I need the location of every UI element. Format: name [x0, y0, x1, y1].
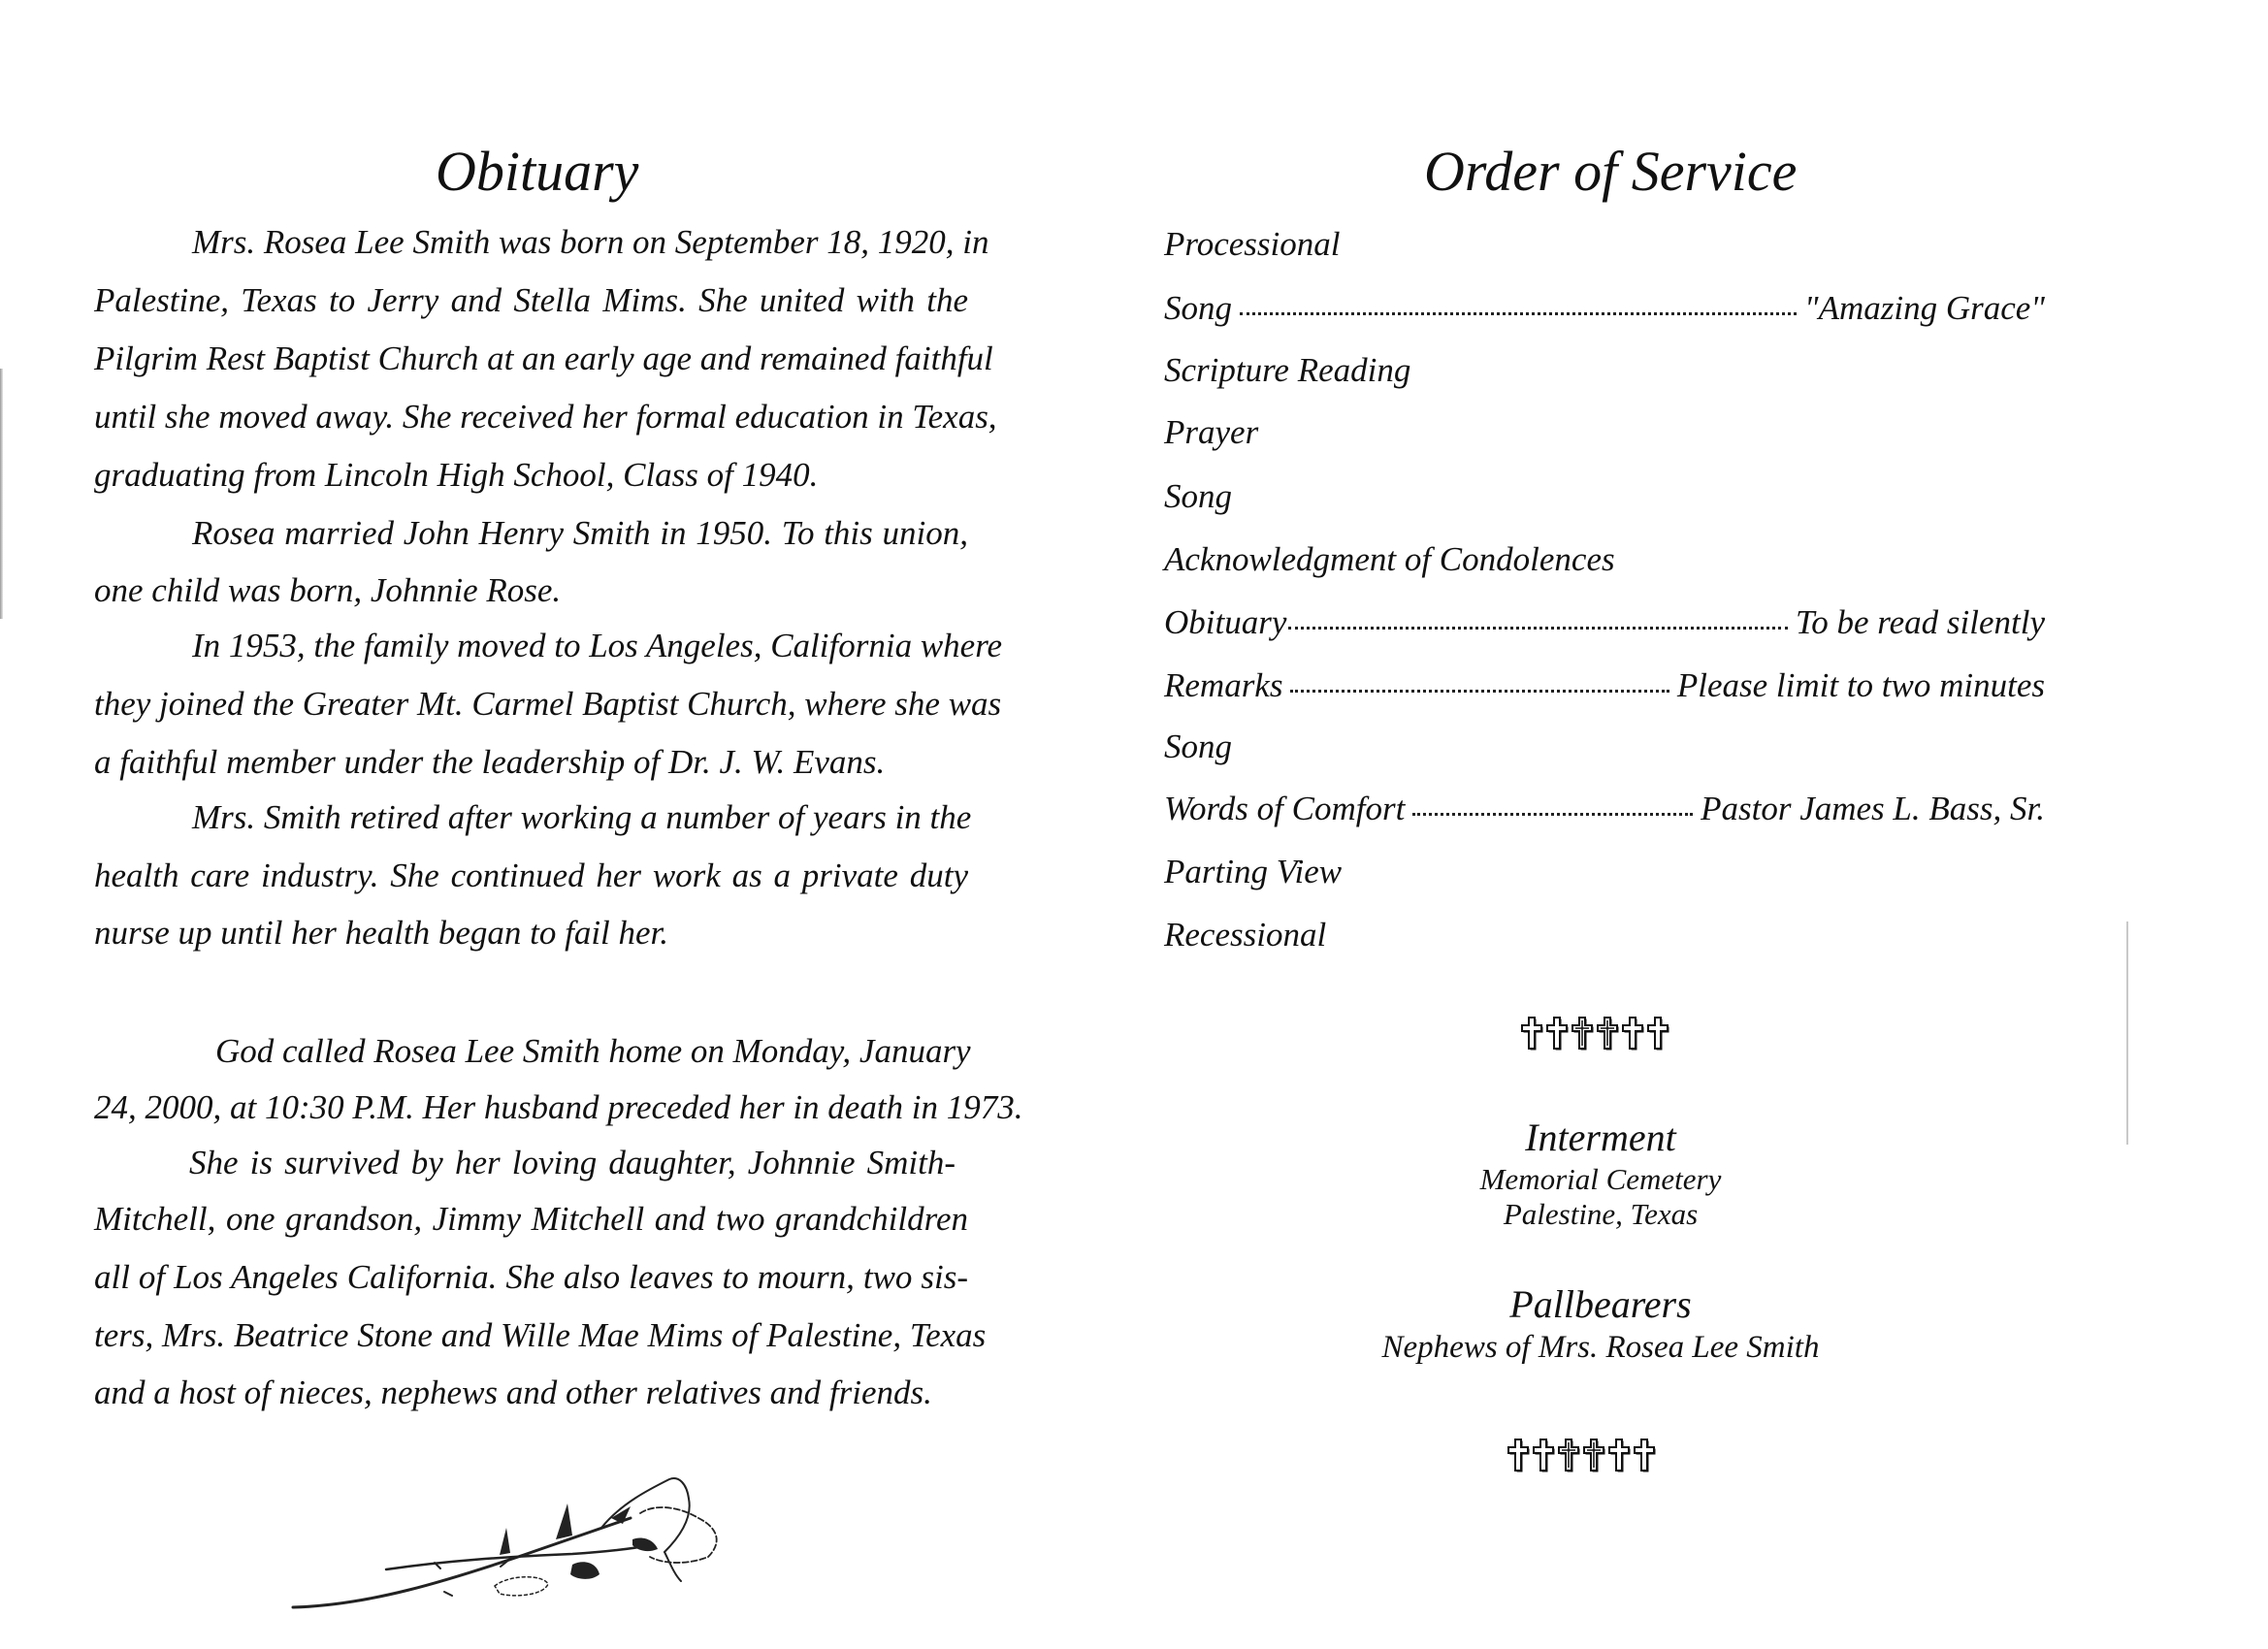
obituary-line: and a host of nieces, nephews and other relatives and friends. [94, 1374, 932, 1411]
service-item-value: Please limit to two minutes [1676, 666, 2045, 704]
scan-fold-line [2126, 922, 2128, 1145]
cross-icon [1557, 1438, 1580, 1472]
obituary-line: Mrs. Smith retired after working a number of years in the [192, 798, 972, 836]
service-item-label: Words of Comfort [1164, 790, 1406, 827]
service-item [1164, 855, 2045, 893]
service-item [1164, 353, 2045, 392]
dotted-leader [1288, 627, 1788, 630]
service-item-label: Obituary [1164, 603, 1287, 641]
obituary-line: a faithful member under the leadership of Dr. J. W. Evans. [94, 743, 886, 781]
service-item [1164, 291, 2045, 330]
service-item-value: "Amazing Grace" [1803, 289, 2045, 327]
service-item [1164, 479, 2045, 518]
cross-icon [1596, 1016, 1619, 1051]
cross-icon [1571, 1016, 1594, 1051]
scan-edge-left [0, 369, 3, 619]
pallbearers-heading: Pallbearers [1509, 1282, 1692, 1326]
obituary-line: Mrs. Rosea Lee Smith was born on September 18, 1920, in [192, 223, 989, 261]
service-item-label: Acknowledgment of Condolences [1164, 540, 1615, 578]
obituary-line: nurse up until her health began to fail her. [94, 914, 669, 952]
dotted-leader [1412, 813, 1693, 816]
obituary-line: Rosea married John Henry Smith in 1950. To this union, [192, 514, 968, 552]
obituary-line: one child was born, Johnnie Rose. [94, 571, 562, 609]
service-item [1164, 605, 2045, 644]
obituary-line: until she moved away. She received her formal education in Texas, [94, 398, 997, 436]
cross-icon [1532, 1438, 1555, 1472]
service-item [1164, 542, 2045, 581]
obituary-line: She is survived by her loving daughter, Johnnie Smith- [189, 1144, 956, 1181]
service-item-value: Pastor James L. Bass, Sr. [1701, 790, 2045, 827]
service-item [1164, 729, 2045, 768]
service-item-label: Song [1164, 728, 1232, 765]
service-item [1164, 415, 2045, 454]
cross-icon [1520, 1016, 1543, 1051]
cross-icon [1582, 1438, 1605, 1472]
obituary-line: God called Rosea Lee Smith home on Monday, January [215, 1032, 971, 1070]
order-of-service-title: Order of Service [1424, 140, 1798, 203]
cross-icon [1607, 1438, 1631, 1472]
cross-icon [1633, 1438, 1656, 1472]
obituary-line: health care industry. She continued her work as a private duty [94, 857, 968, 894]
obituary-line: graduating from Lincoln High School, Class of 1940. [94, 456, 819, 494]
pallbearers-names: Nephews of Mrs. Rosea Lee Smith [1381, 1330, 1820, 1365]
interment-place: Memorial Cemetery [1479, 1162, 1722, 1196]
cross-icon [1545, 1016, 1569, 1051]
interment-location: Palestine, Texas [1503, 1197, 1699, 1231]
dotted-leader [1240, 312, 1797, 315]
service-item [1164, 792, 2045, 830]
cross-divider-top [1520, 1016, 1669, 1051]
service-item-label: Processional [1164, 225, 1341, 263]
service-item-value: To be read silently [1796, 603, 2045, 641]
service-item-label: Song [1164, 477, 1232, 515]
cross-icon [1621, 1016, 1644, 1051]
rose-icon [281, 1460, 737, 1634]
service-item-label: Parting View [1164, 853, 1343, 890]
service-item-label: Scripture Reading [1164, 351, 1411, 389]
service-item-label: Song [1164, 289, 1232, 327]
service-item-label: Prayer [1164, 413, 1259, 451]
obituary-line: Pilgrim Rest Baptist Church at an early age and remained faithful [94, 340, 993, 377]
service-item-label: Remarks [1164, 666, 1283, 704]
service-item [1164, 918, 2045, 956]
dotted-leader [1290, 690, 1669, 693]
obituary-title: Obituary [436, 140, 639, 203]
service-item [1164, 227, 2045, 266]
obituary-line: they joined the Greater Mt. Carmel Baptist Church, where she was [94, 685, 1002, 723]
cross-icon [1646, 1016, 1669, 1051]
cross-divider-bottom [1507, 1438, 1656, 1472]
service-item [1164, 668, 2045, 707]
obituary-line: all of Los Angeles California. She also leaves to mourn, two sis- [94, 1258, 968, 1296]
obituary-line: In 1953, the family moved to Los Angeles, California where [192, 627, 1003, 664]
obituary-line: 24, 2000, at 10:30 P.M. Her husband preceded her in death in 1973. [94, 1088, 1023, 1126]
service-item-label: Recessional [1164, 916, 1327, 954]
obituary-line: ters, Mrs. Beatrice Stone and Wille Mae Mims of Palestine, Texas [94, 1316, 987, 1354]
interment-heading: Interment [1525, 1116, 1676, 1159]
obituary-line: Mitchell, one grandson, Jimmy Mitchell and two grandchildren [94, 1200, 968, 1238]
obituary-line: Palestine, Texas to Jerry and Stella Mims. She united with the [94, 281, 968, 319]
cross-icon [1507, 1438, 1530, 1472]
